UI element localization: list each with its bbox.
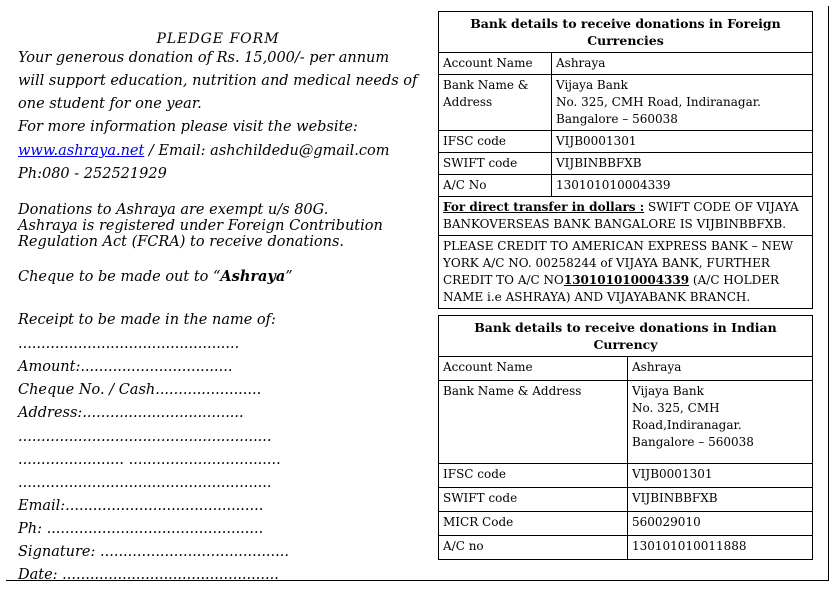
table-row: [439, 512, 813, 536]
row-value: Ashraya: [628, 357, 813, 381]
date-field[interactable]: Date: ...............................................: [18, 567, 279, 583]
exempt-line-1: Donations to Ashraya are exempt u/s 80G.: [18, 202, 329, 218]
cheque-name: Ashraya: [220, 268, 286, 285]
row-value: VIJB0001301: [552, 131, 813, 153]
receipt-name-field[interactable]: ................................................: [18, 336, 240, 352]
cheque-line: [18, 265, 293, 289]
row-label: SWIFT code: [439, 153, 552, 175]
row-value: Ashraya: [552, 53, 813, 75]
contact-line: [18, 140, 389, 163]
cheque-suffix: ”: [285, 269, 293, 285]
row-value: 560029010: [628, 512, 813, 536]
credit-text-1: PLEASE CREDIT TO AMERICAN EXPRESS BANK – NEW YORK A/C NO. 00258244 of VIJAYA BANK, FURTHER CREDIT TO A/C NO: [443, 239, 794, 287]
row-label: SWIFT code: [439, 488, 628, 512]
cheque-prefix: Cheque to be made out to “: [18, 269, 221, 285]
direct-transfer-note: [439, 197, 813, 236]
table-row: [439, 464, 813, 488]
direct-transfer-label: For direct transfer in dollars :: [443, 200, 645, 214]
credit-text-2: (A/C HOLDER NAME i.e ASHRAYA) AND VIJAYABANK BRANCH.: [443, 273, 779, 304]
exempt-line-3: Regulation Act (FCRA) to receive donations.: [18, 234, 345, 250]
row-label: Account Name: [439, 53, 552, 75]
row-value: VIJB0001301: [628, 464, 813, 488]
address-field[interactable]: Address:...................................: [18, 405, 244, 421]
row-value: 130101010004339: [552, 175, 813, 197]
credit-account-number: 130101010004339: [563, 273, 690, 287]
pledge-line-1: Your generous donation of Rs. 15,000/- per annum: [18, 50, 390, 66]
row-label: IFSC code: [439, 131, 552, 153]
foreign-table-header: Bank details to receive donations in Foreign Currencies: [439, 12, 813, 53]
ph-field[interactable]: Ph: ...............................................: [18, 521, 264, 537]
row-value: 130101010011888: [628, 536, 813, 560]
foreign-bank-table: [438, 11, 813, 309]
signature-field[interactable]: Signature: .........................................: [18, 544, 289, 560]
cheque-no-field[interactable]: Cheque No. / Cash.......................: [18, 382, 262, 398]
phone-text: Ph:080 - 252521929: [18, 166, 167, 182]
row-label: IFSC code: [439, 464, 628, 488]
table-row: [439, 153, 813, 175]
row-label: Bank Name & Address: [439, 75, 552, 131]
row-label: Account Name: [439, 357, 628, 381]
row-value: VIJBINBBFXB: [628, 488, 813, 512]
row-value: Vijaya Bank No. 325, CMH Road,Indiranagar. Bangalore – 560038: [628, 381, 813, 464]
indian-bank-table: [438, 315, 813, 560]
amount-field[interactable]: Amount:.................................: [18, 359, 233, 375]
row-value: Vijaya Bank No. 325, CMH Road, Indiranagar. Bangalore – 560038: [552, 75, 813, 131]
row-value: VIJBINBBFXB: [552, 153, 813, 175]
table-row: [439, 175, 813, 197]
pledge-line-4: For more information please visit the website:: [18, 119, 358, 135]
website-link[interactable]: www.ashraya.net: [18, 143, 145, 159]
exempt-line-2: Ashraya is registered under Foreign Contribution: [18, 218, 383, 234]
receipt-label: Receipt to be made in the name of:: [18, 312, 276, 328]
email-text: / Email: ashchildedu@gmail.com: [144, 143, 390, 159]
indian-table-header: Bank details to receive donations in Indian Currency: [439, 316, 813, 357]
table-row: [439, 131, 813, 153]
table-row: [439, 357, 813, 381]
address-line-3[interactable]: ....................... .................................: [18, 452, 281, 468]
table-row: [439, 75, 813, 131]
table-row: [439, 488, 813, 512]
address-line-4[interactable]: .......................................................: [18, 475, 272, 491]
table-row: [439, 381, 813, 464]
pledge-title: PLEDGE FORM: [156, 31, 280, 47]
table-row: [439, 536, 813, 560]
credit-note: [439, 236, 813, 309]
table-row: [439, 53, 813, 75]
table-row: [439, 236, 813, 309]
row-label: A/C No: [439, 175, 552, 197]
direct-transfer-text: SWIFT CODE OF VIJAYA BANKOVERSEAS BANK BANGALORE IS VIJBINBBFXB.: [443, 200, 799, 231]
row-label: Bank Name & Address: [439, 381, 628, 464]
pledge-line-3: one student for one year.: [18, 96, 202, 112]
email-field[interactable]: Email:...........................................: [18, 498, 264, 514]
row-label: A/C no: [439, 536, 628, 560]
pledge-line-2: will support education, nutrition and medical needs of: [18, 73, 418, 89]
row-label: MICR Code: [439, 512, 628, 536]
table-row: [439, 197, 813, 236]
address-line-2[interactable]: .......................................................: [18, 429, 272, 445]
